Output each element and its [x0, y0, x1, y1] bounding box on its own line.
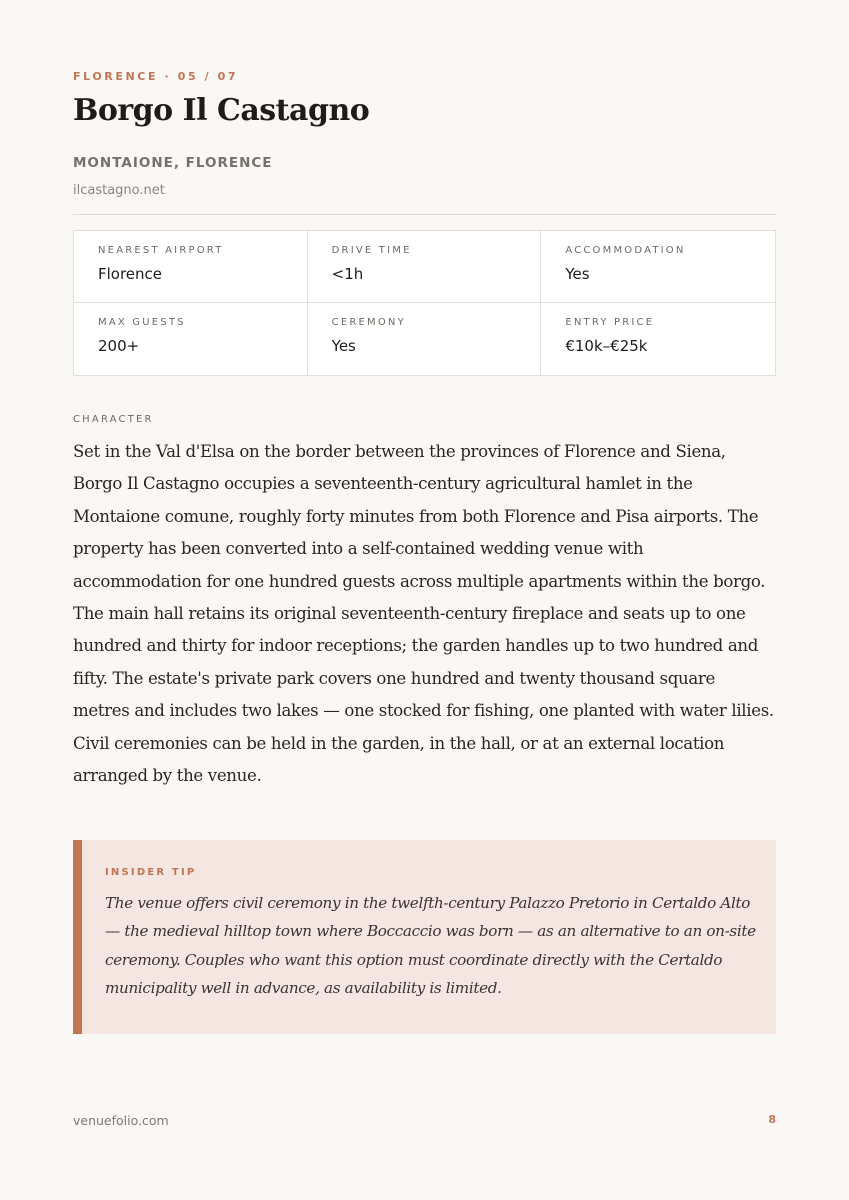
insider-tip-box: [73, 840, 776, 1034]
venue-website: ilcastagno.net: [73, 183, 165, 198]
fact-drive-time: [308, 231, 542, 303]
region-kicker: FLORENCE · 05 / 07: [73, 70, 239, 83]
fact-accommodation: [541, 231, 775, 303]
fact-value: <1h: [331, 265, 364, 283]
fact-max-guests: [74, 303, 308, 375]
insider-tip-label: INSIDER TIP: [105, 867, 197, 878]
fact-label: DRIVE TIME: [331, 245, 412, 256]
fact-label: MAX GUESTS: [98, 317, 186, 328]
fact-value: Yes: [331, 337, 356, 355]
venue-title: Borgo Il Castagno: [73, 93, 370, 128]
fact-value: 200+: [98, 337, 140, 355]
page-number: 8: [768, 1113, 776, 1126]
venue-location: MONTAIONE, FLORENCE: [73, 155, 273, 171]
fact-label: ACCOMMODATION: [565, 245, 686, 256]
fact-label: CEREMONY: [331, 317, 406, 328]
footer-site: venuefolio.com: [73, 1113, 169, 1128]
fact-label: NEAREST AIRPORT: [98, 245, 224, 256]
fact-entry-price: [541, 303, 775, 375]
fact-value: €10k–€25k: [565, 337, 648, 355]
fact-value: Yes: [565, 265, 590, 283]
facts-grid: [73, 230, 776, 376]
fact-value: Florence: [98, 265, 163, 283]
fact-nearest-airport: [74, 231, 308, 303]
fact-label: ENTRY PRICE: [565, 317, 655, 328]
character-label: CHARACTER: [73, 414, 154, 425]
fact-ceremony: [308, 303, 542, 375]
character-text: Set in the Val d'Elsa on the border between the provinces of Florence and Siena, Borgo Il Castagno occupies a seventeenth-century agricultural hamlet in the Montaione comune, roughly forty minutes from both Florence and Pisa airports. The property has been converted into a self-contained wedding venue with accommodation for one hundred guests across multiple apartments within the borgo. The main hall retains its original seventeenth-century fireplace and seats up to one hundred and thirty for indoor receptions; the garden handles up to two hundred and fifty. The estate's private park covers one hundred and twenty thousand square metres and includes two lakes — one stocked for fishing, one planted with water lilies. Civil ceremonies can be held in the garden, in the hall, or at an external location arranged by the venue.: [73, 442, 774, 786]
insider-tip-text: The venue offers civil ceremony in the twelfth-century Palazzo Pretorio in Certaldo Alto — the medieval hilltop town where Boccaccio was born — as an alternative to an on-site ceremony. Couples who want this option must coordinate directly with the Certaldo municipality well in advance, as availability is limited.: [105, 894, 756, 998]
header-divider: [73, 214, 776, 215]
